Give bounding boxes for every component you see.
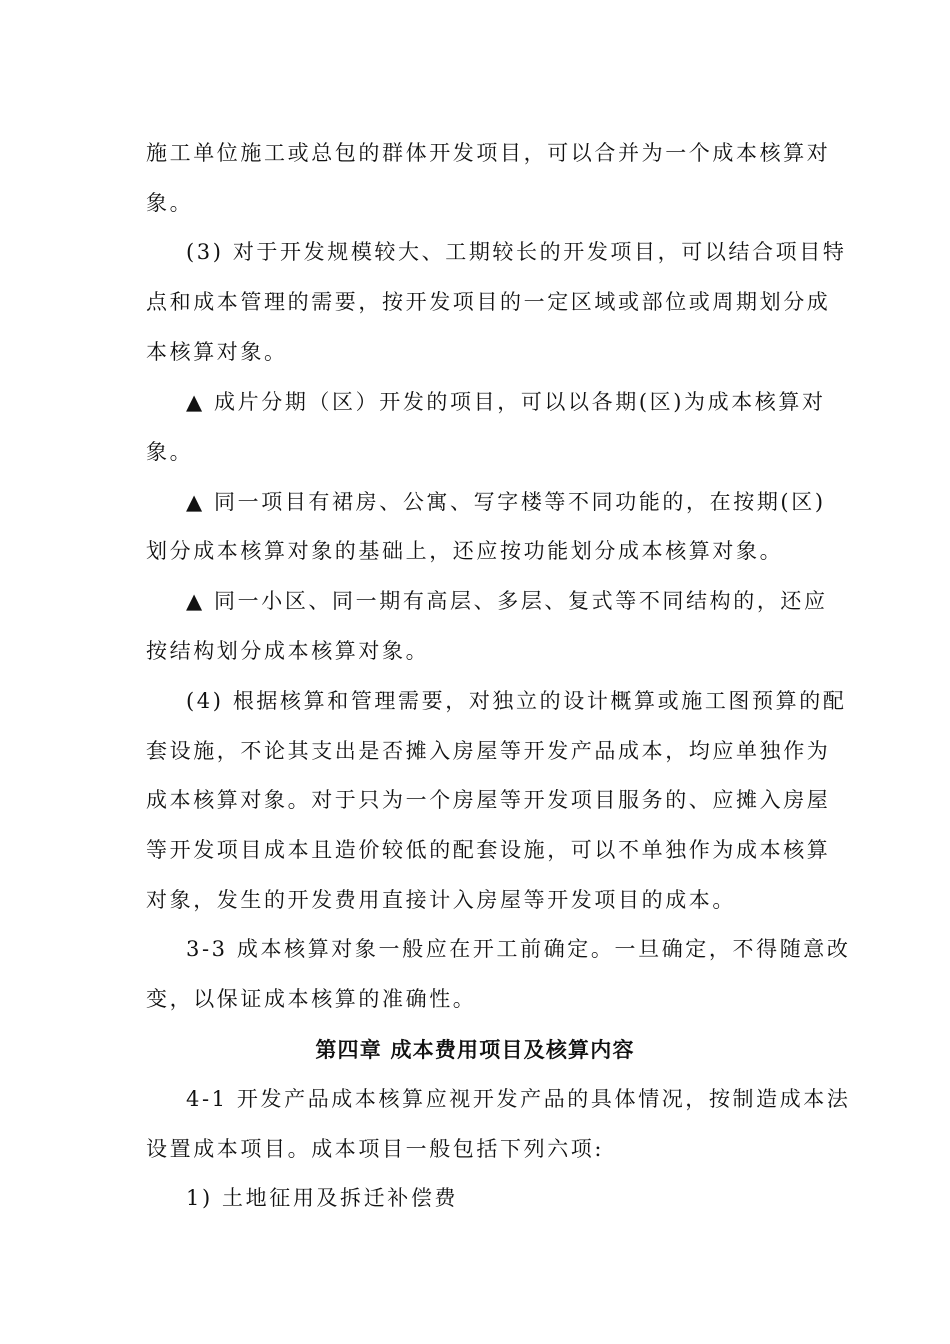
- text-line: ▲ 同一小区、同一期有高层、多层、复式等不同结构的，还应: [186, 589, 828, 613]
- text-line: 象。: [146, 440, 194, 464]
- text-line: 象。: [146, 191, 194, 215]
- text-line: 施工单位施工或总包的群体开发项目，可以合并为一个成本核算对: [146, 141, 831, 165]
- text-line: 对象，发生的开发费用直接计入房屋等开发项目的成本。: [146, 888, 736, 912]
- text-line: 1) 土地征用及拆迁补偿费: [186, 1186, 459, 1210]
- text-line: 按结构划分成本核算对象。: [146, 639, 430, 663]
- text-line: 划分成本核算对象的基础上，还应按功能划分成本核算对象。: [146, 539, 784, 563]
- text-line: ▲ 同一项目有裙房、公寓、写字楼等不同功能的，在按期(区): [186, 490, 826, 514]
- text-line: 本核算对象。: [146, 340, 288, 364]
- text-line: 成本核算对象。对于只为一个房屋等开发项目服务的、应摊入房屋: [146, 788, 831, 812]
- text-line: 3-3 成本核算对象一般应在开工前确定。一旦确定，不得随意改: [186, 937, 851, 961]
- text-line: (3) 对于开发规模较大、工期较长的开发项目，可以结合项目特: [186, 240, 847, 264]
- text-line: 等开发项目成本且造价较低的配套设施，可以不单独作为成本核算: [146, 838, 831, 862]
- text-line: 点和成本管理的需要，按开发项目的一定区域或部位或周期划分成: [146, 290, 831, 314]
- text-line: 变，以保证成本核算的准确性。: [146, 987, 477, 1011]
- text-line: 套设施，不论其支出是否摊入房屋等开发产品成本，均应单独作为: [146, 739, 831, 763]
- text-line: 4-1 开发产品成本核算应视开发产品的具体情况，按制造成本法: [186, 1087, 851, 1111]
- text-line: ▲ 成片分期（区）开发的项目，可以以各期(区)为成本核算对: [186, 390, 826, 414]
- text-line: 设置成本项目。成本项目一般包括下列六项:: [146, 1137, 605, 1161]
- chapter-heading: 第四章 成本费用项目及核算内容: [315, 1037, 635, 1062]
- text-line: (4) 根据核算和管理需要，对独立的设计概算或施工图预算的配: [186, 689, 847, 713]
